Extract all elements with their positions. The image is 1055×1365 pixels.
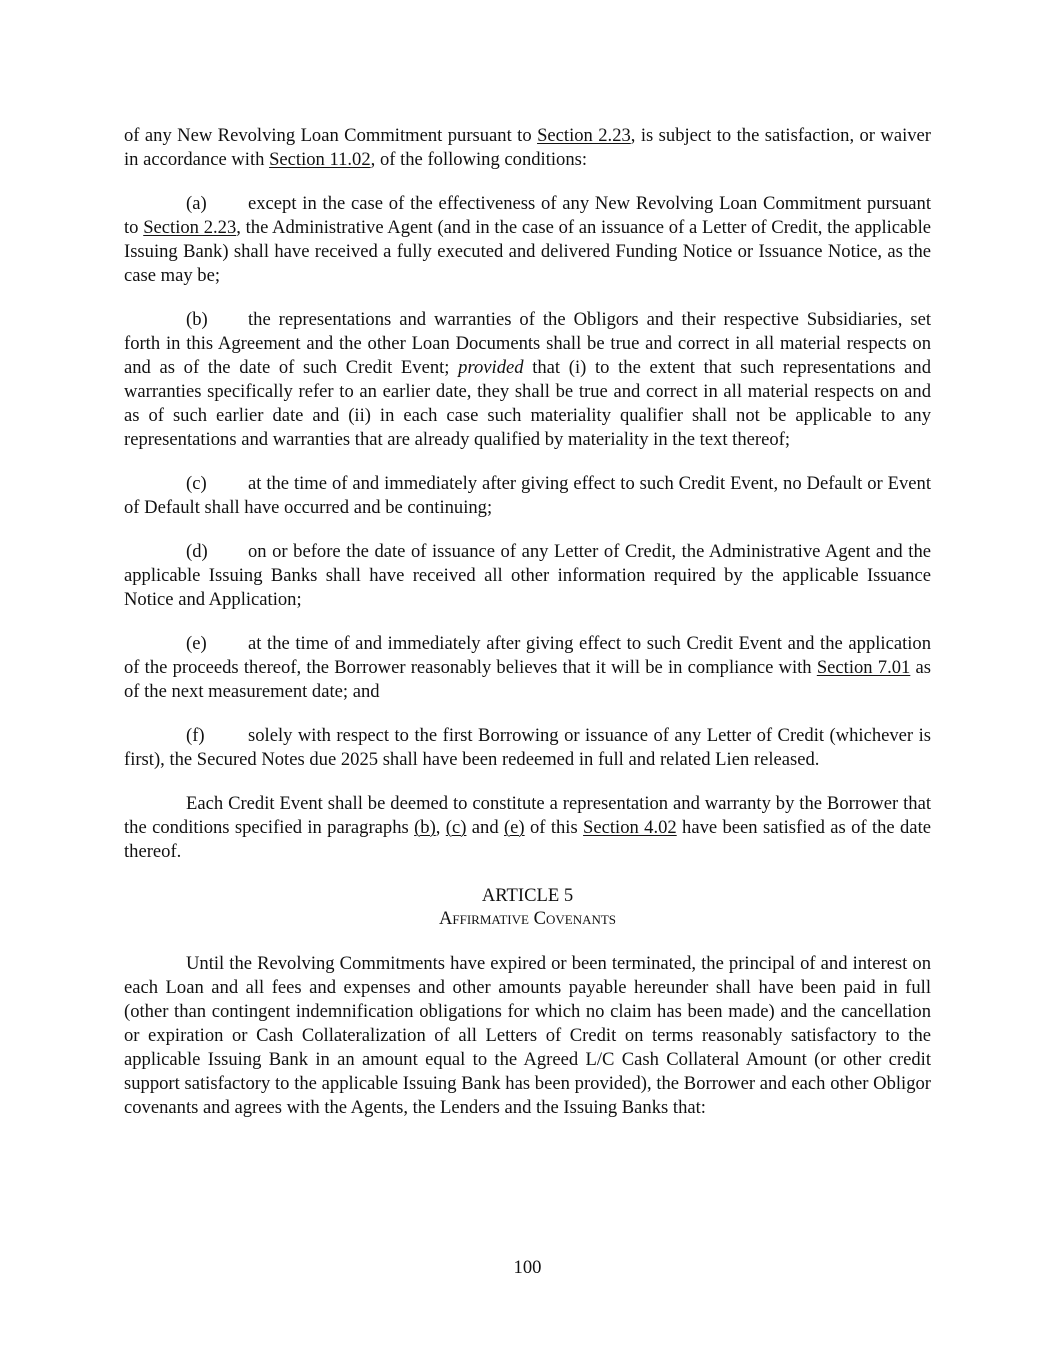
condition-b-label: (b): [186, 309, 208, 330]
condition-a-text-1: except in the case of the effectiveness of any New Revolving Loan Commitment pursuant to: [124, 193, 931, 238]
condition-f-text: solely with respect to the first Borrowing or issuance of any Letter of Credit (whichever is first), the Secured Notes due 2025 shall have been redeemed in full and related Lien released.: [124, 725, 931, 770]
closing-sep-1: ,: [435, 817, 446, 838]
condition-b-text-1: the representations and warranties of the Obligors and their respective Subsidiaries, set forth in this Agreement and the other Loan Documents shall be true and correct in all material respects on and as of the date of such Credit Event;: [124, 309, 931, 378]
intro-paragraph: [124, 124, 931, 172]
condition-e-text-2: as of the next measurement date; and: [124, 657, 932, 702]
condition-d: [124, 540, 931, 612]
condition-e-section-ref[interactable]: Section 7.01: [816, 657, 911, 678]
condition-f-label: (f): [186, 725, 205, 746]
closing-text-1: Each Credit Event shall be deemed to constitute a representation and warranty by the Borrower that the conditions specified in paragraphs: [124, 793, 931, 838]
condition-b-text-2: that (i) to the extent that such representations and warranties specifically refer to an earlier date, they shall be true and correct in all material respects on and as of such earlier date and (ii) in each case such materiality qualifier shall not be applicable to any representations and warranties that are already qualified by materiality in the text thereof;: [124, 357, 931, 450]
condition-a: [124, 192, 931, 288]
section-ref-2-23[interactable]: Section 2.23: [537, 125, 631, 146]
closing-sep-2: and: [466, 817, 504, 838]
condition-a-label: (a): [186, 193, 207, 214]
condition-a-text-2: , the Administrative Agent (and in the case of an issuance of a Letter of Credit, the applicable Issuing Bank) shall have received a fully executed and delivered Funding Notice or Issuance Notice, as the case may be;: [124, 217, 931, 286]
paragraph-ref-c[interactable]: (c): [445, 817, 467, 838]
document-page: [124, 124, 931, 1140]
paragraph-ref-e[interactable]: (e): [503, 817, 525, 838]
intro-text-2: , is subject to the satisfaction, or waiver in accordance with: [124, 125, 931, 170]
article-heading: [124, 884, 931, 930]
condition-d-text: on or before the date of issuance of any Letter of Credit, the Administrative Agent and the applicable Issuing Banks shall have received all other information required by the applicable Issuance Notice and Application;: [124, 541, 931, 610]
condition-b: [124, 308, 931, 452]
closing-paragraph: [124, 792, 931, 864]
closing-text-3: have been satisfied as of the date thereof.: [124, 817, 931, 862]
condition-a-section-ref[interactable]: Section 2.23: [143, 217, 237, 238]
page-number: 100: [513, 1257, 542, 1278]
condition-c-label: (c): [186, 473, 207, 494]
covenant-intro-paragraph: [124, 952, 931, 1120]
condition-c-text: at the time of and immediately after giving effect to such Credit Event, no Default or Event of Default shall have occurred and be continuing;: [124, 473, 931, 518]
section-ref-11-02[interactable]: Section 11.02: [269, 149, 371, 170]
covenant-intro-text: Until the Revolving Commitments have expired or been terminated, the principal of and interest on each Loan and all fees and expenses and other amounts payable hereunder shall have been paid in full (other than contingent indemnification obligations for which no claim has been made) and the cancellation or expiration or Cash Collateralization of all Letters of Credit on terms reasonably satisfactory to the applicable Issuing Bank in an amount equal to the Agreed L/C Cash Collateral Amount (or other credit support satisfactory to the applicable Issuing Bank has been provided), the Borrower and each other Obligor covenants and agrees with the Agents, the Lenders and the Issuing Banks that:: [124, 953, 931, 1118]
condition-f: [124, 724, 931, 772]
article-subtitle: Affirmative Covenants: [438, 908, 617, 929]
section-ref-4-02[interactable]: Section 4.02: [583, 817, 677, 838]
intro-text-3: , of the following conditions:: [370, 149, 588, 170]
intro-text-1: of any New Revolving Loan Commitment pursuant to: [124, 125, 538, 146]
condition-e: [124, 632, 931, 704]
condition-e-label: (e): [186, 633, 207, 654]
condition-e-text-1: at the time of and immediately after giving effect to such Credit Event and the application of the proceeds thereof, the Borrower reasonably believes that it will be in compliance with: [124, 633, 931, 678]
condition-d-label: (d): [186, 541, 208, 562]
article-title: ARTICLE 5: [481, 885, 574, 906]
paragraph-ref-b[interactable]: (b): [414, 817, 436, 838]
condition-c: [124, 472, 931, 520]
closing-text-2: of this: [524, 817, 584, 838]
condition-b-provided: provided: [458, 357, 524, 378]
